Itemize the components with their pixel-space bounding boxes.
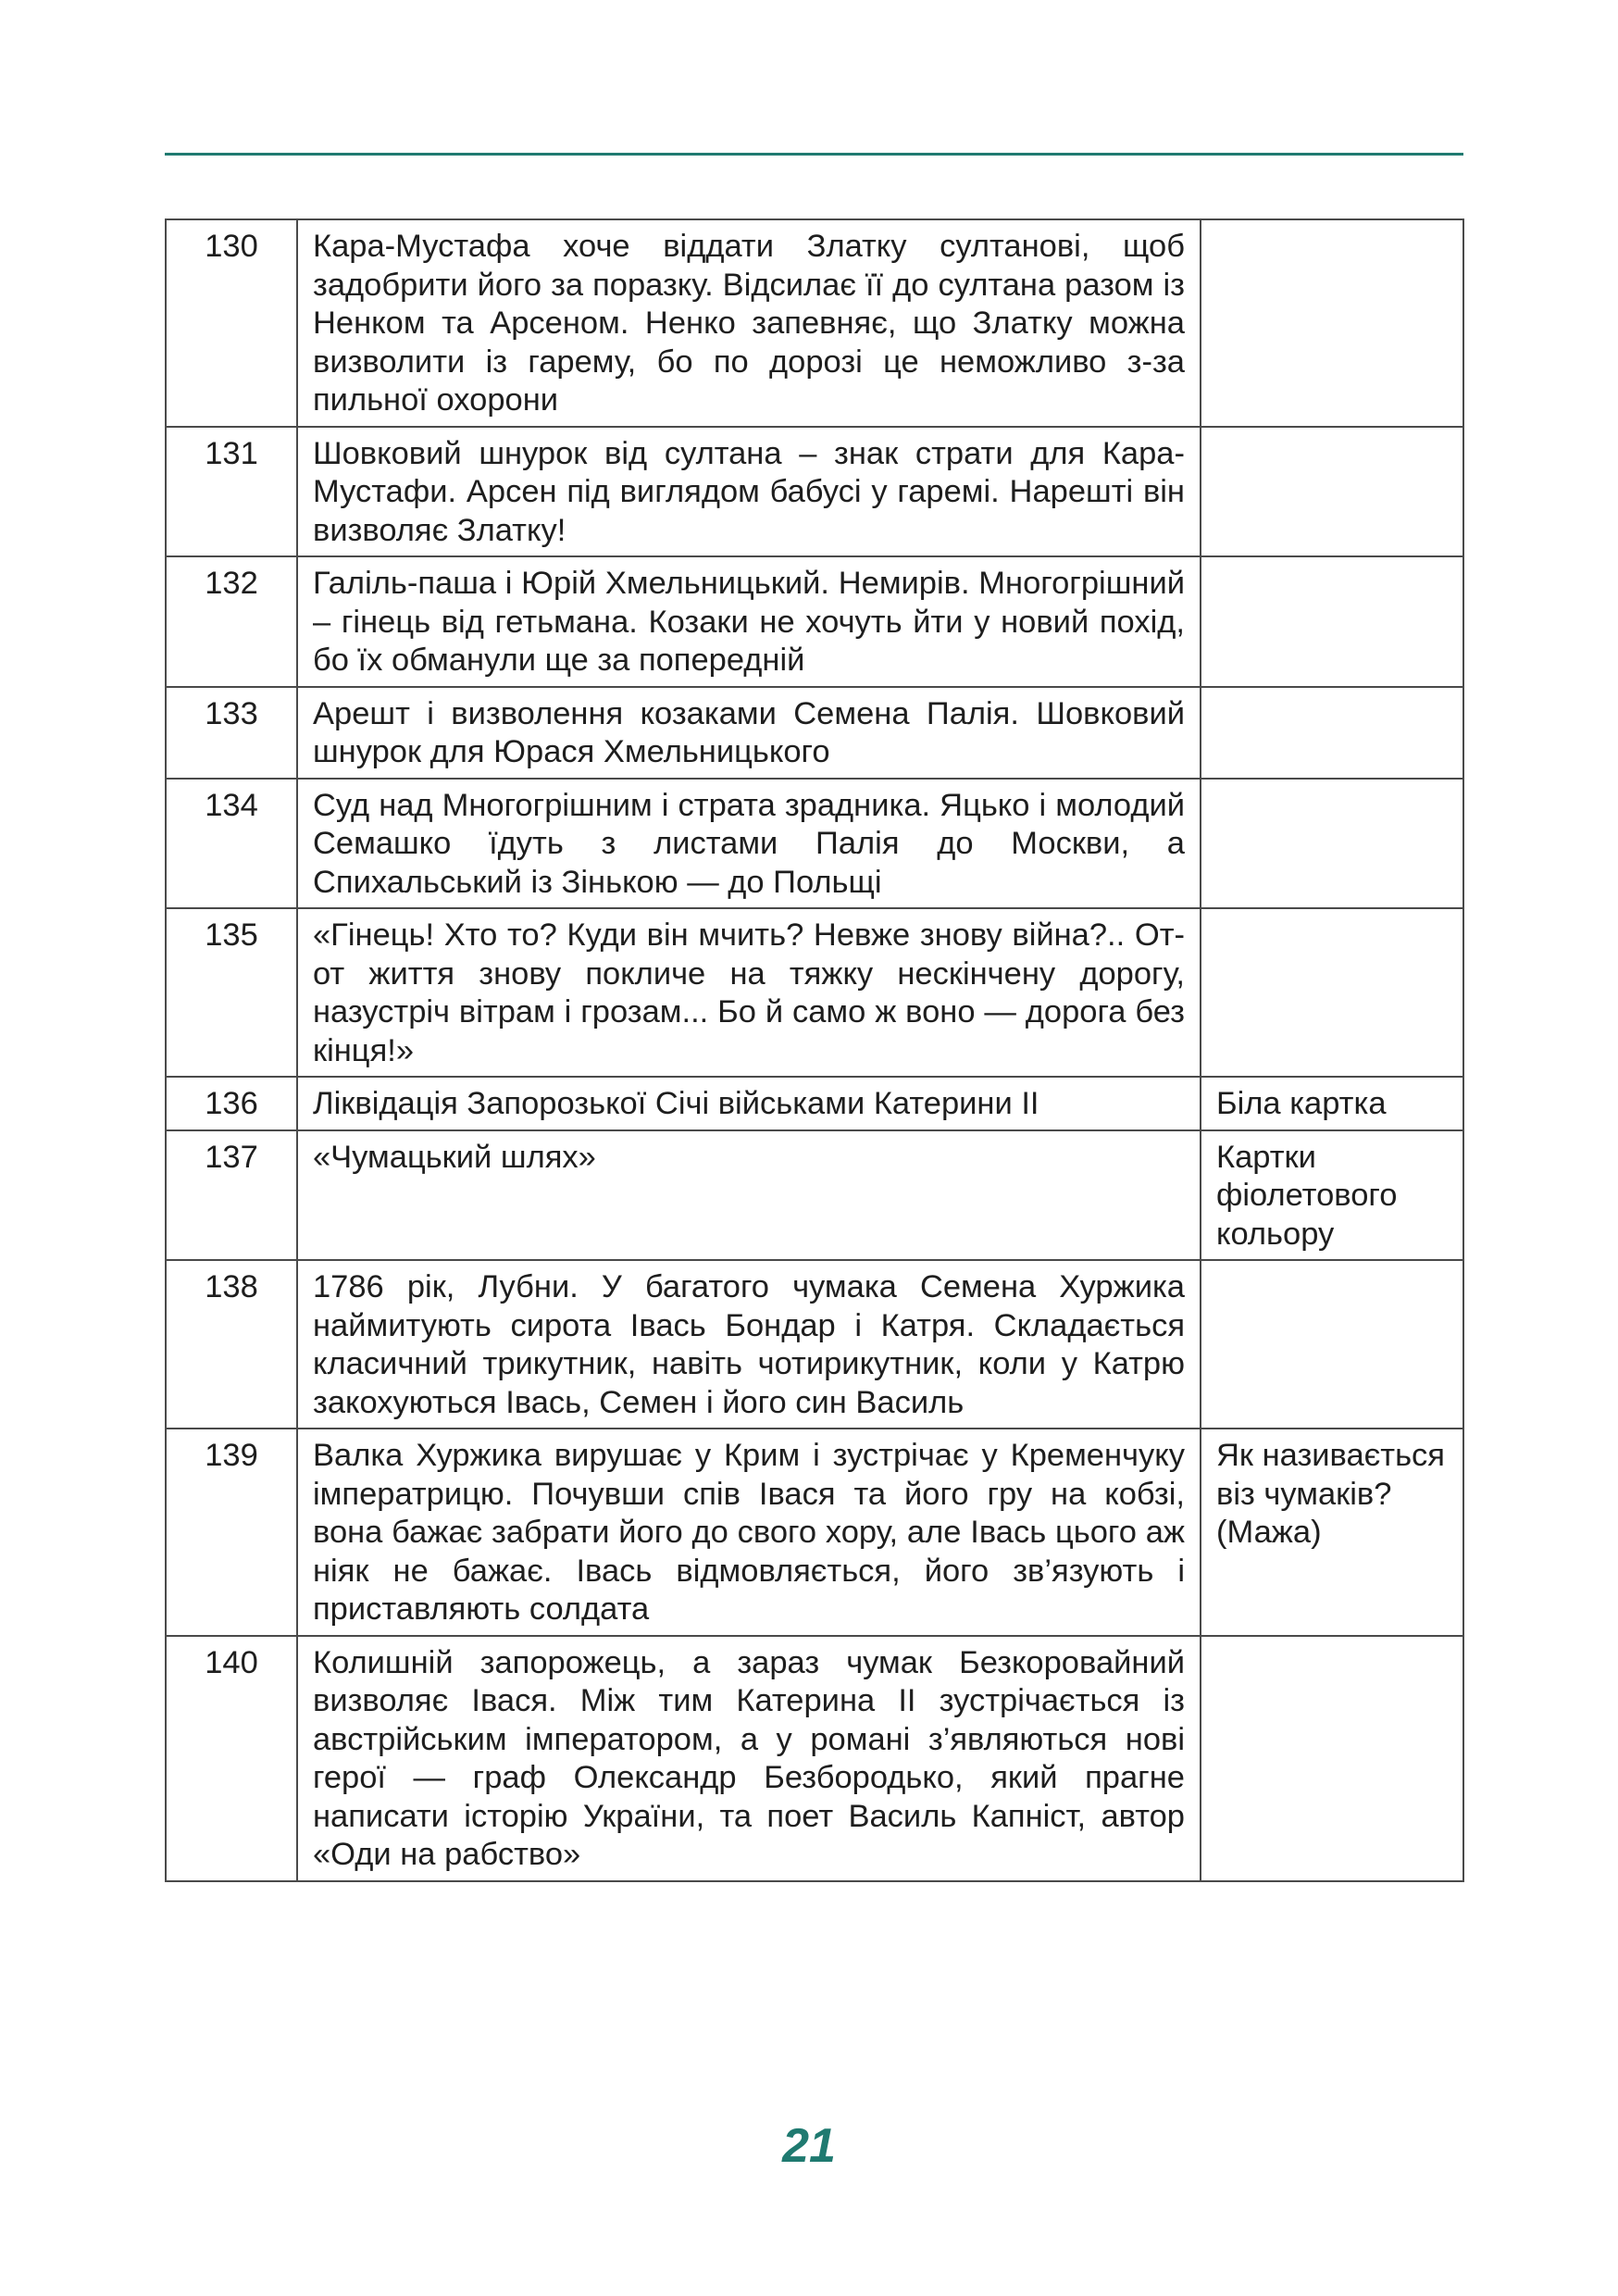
- header-rule: [165, 153, 1463, 156]
- row-summary: Суд над Многогрішним і страта зрадника. Яцько і молодий Семашко їдуть з листами Палія до Москви, а Спихальський із Зінькою — до Польщі: [297, 779, 1201, 909]
- table-row: [166, 1636, 1463, 1881]
- row-number: 131: [166, 427, 297, 557]
- row-number: 139: [166, 1429, 297, 1636]
- row-note: [1201, 1260, 1463, 1429]
- table-row: [166, 556, 1463, 687]
- row-note: [1201, 908, 1463, 1077]
- table-row: [166, 908, 1463, 1077]
- row-summary: 1786 рік, Лубни. У багатого чумака Семена Хуржика наймитують сирота Івась Бондар і Катря. Складається класичний трикутник, навіть чотирикутник, коли у Катрю закохуються Івась, Семен і його син Василь: [297, 1260, 1201, 1429]
- row-note: [1201, 687, 1463, 779]
- row-note: Картки фіолетового кольору: [1201, 1130, 1463, 1261]
- chapter-table: [165, 218, 1464, 1882]
- row-number: 137: [166, 1130, 297, 1261]
- row-note: [1201, 427, 1463, 557]
- row-summary: Шовковий шнурок від султана – знак страти для Кара-Мустафи. Арсен під виглядом бабусі у гаремі. Нарешті він визволяє Златку!: [297, 427, 1201, 557]
- table-row: [166, 1429, 1463, 1636]
- row-note: [1201, 219, 1463, 427]
- table-row: [166, 1077, 1463, 1130]
- row-summary: «Чумацький шлях»: [297, 1130, 1201, 1261]
- table-row: [166, 427, 1463, 557]
- row-summary: Кара-Мустафа хоче віддати Златку султанові, щоб задобрити його за поразку. Відсилає її до султана разом із Ненком та Арсеном. Ненко запевняє, що Златку можна визволити із гарему, бо по дорозі це неможливо з-за пильної охорони: [297, 219, 1201, 427]
- row-number: 134: [166, 779, 297, 909]
- row-summary: Колишній запорожець, а зараз чумак Безкоровайний визволяє Івася. Між тим Катерина ІІ зустрічається із австрійським імператором, а у романі з’являються нові герої — граф Олександр Безбородько, який прагне написати історію України, та поет Василь Капніст, автор «Оди на рабство»: [297, 1636, 1201, 1881]
- table-row: [166, 687, 1463, 779]
- row-summary: Арешт і визволення козаками Семена Палія. Шовковий шнурок для Юрася Хмельницького: [297, 687, 1201, 779]
- table-row: [166, 1260, 1463, 1429]
- row-number: 130: [166, 219, 297, 427]
- table-row: [166, 1130, 1463, 1261]
- table-row: [166, 779, 1463, 909]
- row-number: 136: [166, 1077, 297, 1130]
- table-row: [166, 219, 1463, 427]
- row-note: Як називається віз чумаків? (Мажа): [1201, 1429, 1463, 1636]
- row-number: 132: [166, 556, 297, 687]
- row-note: [1201, 556, 1463, 687]
- row-number: 135: [166, 908, 297, 1077]
- page-number: 21: [782, 2119, 836, 2173]
- row-number: 138: [166, 1260, 297, 1429]
- row-number: 140: [166, 1636, 297, 1881]
- chapter-table-body: [166, 219, 1463, 1881]
- row-summary: «Гінець! Хто то? Куди він мчить? Невже знову війна?.. От-от життя знову покличе на тяжку нескінчену дорогу, назустріч вітрам і грозам... Бо й само ж воно — дорога без кінця!»: [297, 908, 1201, 1077]
- row-note: [1201, 779, 1463, 909]
- row-summary: Галіль-паша і Юрій Хмельницький. Немирів. Многогрішний – гінець від гетьмана. Козаки не хочуть йти у новий похід, бо їх обманули ще за попередній: [297, 556, 1201, 687]
- row-note: [1201, 1636, 1463, 1881]
- row-note: Біла картка: [1201, 1077, 1463, 1130]
- row-summary: Ліквідація Запорозької Січі військами Катерини ІІ: [297, 1077, 1201, 1130]
- row-summary: Валка Хуржика вирушає у Крим і зустрічає у Кременчуку імператрицю. Почувши спів Івася та його гру на кобзі, вона бажає забрати його до свого хору, але Івась цього аж ніяк не бажає. Івась відмовляється, його зв’язують і приставляють солдата: [297, 1429, 1201, 1636]
- row-number: 133: [166, 687, 297, 779]
